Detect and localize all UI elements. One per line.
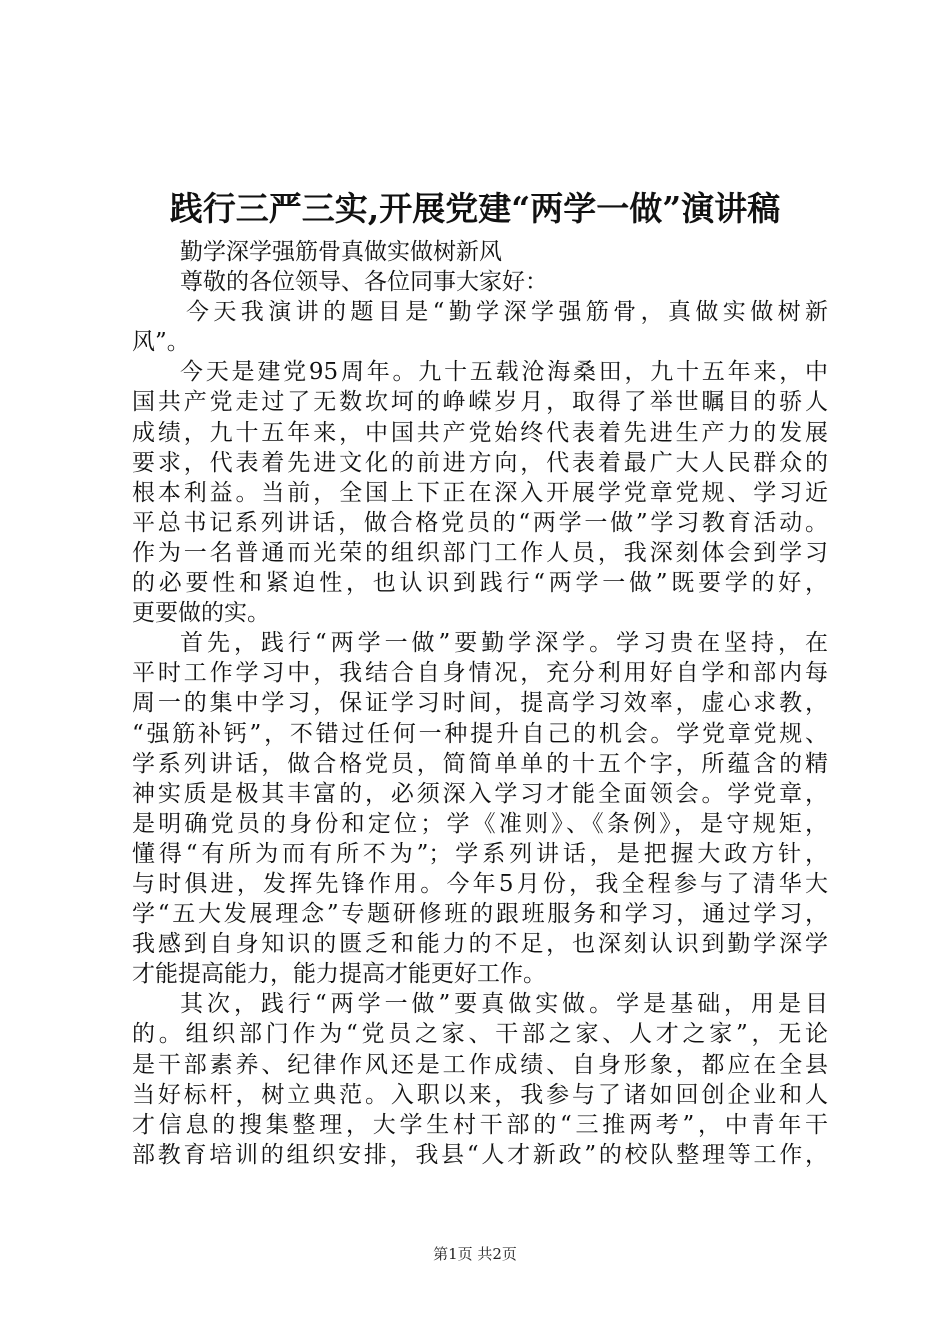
paragraph-line: 今天是建党95周年。九十五载沧海桑田，九十五年来，中 — [180, 359, 828, 386]
subtitle-line: 勤学深学强筋骨真做实做树新风 — [180, 239, 502, 265]
paragraph-line: 周一的集中学习，保证学习时间，提高学习效率，虚心求教， — [132, 690, 828, 717]
document-body — [132, 237, 828, 1170]
paragraph-line: 学系列讲话，做合格党员，简简单单的十五个字，所蕴含的精 — [132, 750, 828, 777]
paragraph-line: 平时工作学习中，我结合自身情况，充分利用好自学和部内每 — [132, 660, 828, 687]
paragraph-line: 部教育培训的组织安排，我县“人才新政”的校队整理等工作， — [132, 1141, 828, 1168]
paragraph-line: 是干部素养、纪律作风还是工作成绩、自身形象，都应在全县 — [132, 1051, 828, 1078]
paragraph-line: 要求，代表着先进文化的前进方向，代表着最广大人民群众的 — [132, 449, 828, 476]
paragraph-line: 根本利益。当前，全国上下正在深入开展学党章党规、学习近 — [132, 479, 828, 506]
paragraph-line: 与时俱进，发挥先锋作用。今年5月份，我全程参与了清华大 — [132, 870, 828, 897]
paragraph-line: 其次，践行“两学一做”要真做实做。学是基础，用是目 — [180, 991, 828, 1018]
paragraph-line: 是明确党员的身份和定位；学《准则》、《条例》，是守规矩， — [132, 810, 828, 837]
paragraph-line: 作为一名普通而光荣的组织部门工作人员，我深刻体会到学习 — [132, 539, 828, 566]
paragraph-line: 懂得“有所为而有所不为”；学系列讲话，是把握大政方针， — [132, 840, 828, 867]
paragraph-line: 今天我演讲的题目是“勤学深学强筋骨，真做实做树新 — [186, 299, 828, 326]
salutation-line: 尊敬的各位领导、各位同事大家好： — [180, 269, 548, 296]
paragraph-line: 成绩，九十五年来，中国共产党始终代表着先进生产力的发展 — [132, 419, 828, 446]
paragraph-line: 更要做的实。 — [132, 600, 270, 627]
paragraph-line: 当好标杆，树立典范。入职以来，我参与了诸如回创企业和人 — [132, 1081, 828, 1108]
paragraph-line: 学“五大发展理念”专题研修班的跟班服务和学习，通过学习， — [132, 901, 828, 928]
paragraph-line: 风”。 — [132, 329, 190, 356]
paragraph-line: 才能提高能力，能力提高才能更好工作。 — [132, 961, 546, 988]
paragraph-line: 神实质是极其丰富的，必须深入学习才能全面领会。学党章， — [132, 780, 828, 807]
page-number-footer: 第1页 共2页 — [433, 1245, 517, 1263]
paragraph-line: 的必要性和紧迫性，也认识到践行“两学一做”既要学的好， — [132, 570, 828, 597]
page-title: 践行三严三实,开展党建“两学一做”演讲稿 — [169, 189, 781, 228]
paragraph-line: 的。组织部门作为“党员之家、干部之家、人才之家”，无论 — [132, 1021, 828, 1048]
paragraph-line: 才信息的搜集整理，大学生村干部的“三推两考”，中青年干 — [132, 1111, 828, 1138]
paragraph-line: 我感到自身知识的匮乏和能力的不足，也深刻认识到勤学深学 — [132, 931, 828, 958]
paragraph-line: “强筋补钙”，不错过任何一种提升自己的机会。学党章党规、 — [132, 720, 828, 747]
paragraph-line: 平总书记系列讲话，做合格党员的“两学一做”学习教育活动。 — [132, 509, 828, 536]
paragraph-line: 首先，践行“两学一做”要勤学深学。学习贵在坚持，在 — [180, 630, 828, 657]
paragraph-line: 国共产党走过了无数坎坷的峥嵘岁月，取得了举世瞩目的骄人 — [132, 389, 828, 416]
